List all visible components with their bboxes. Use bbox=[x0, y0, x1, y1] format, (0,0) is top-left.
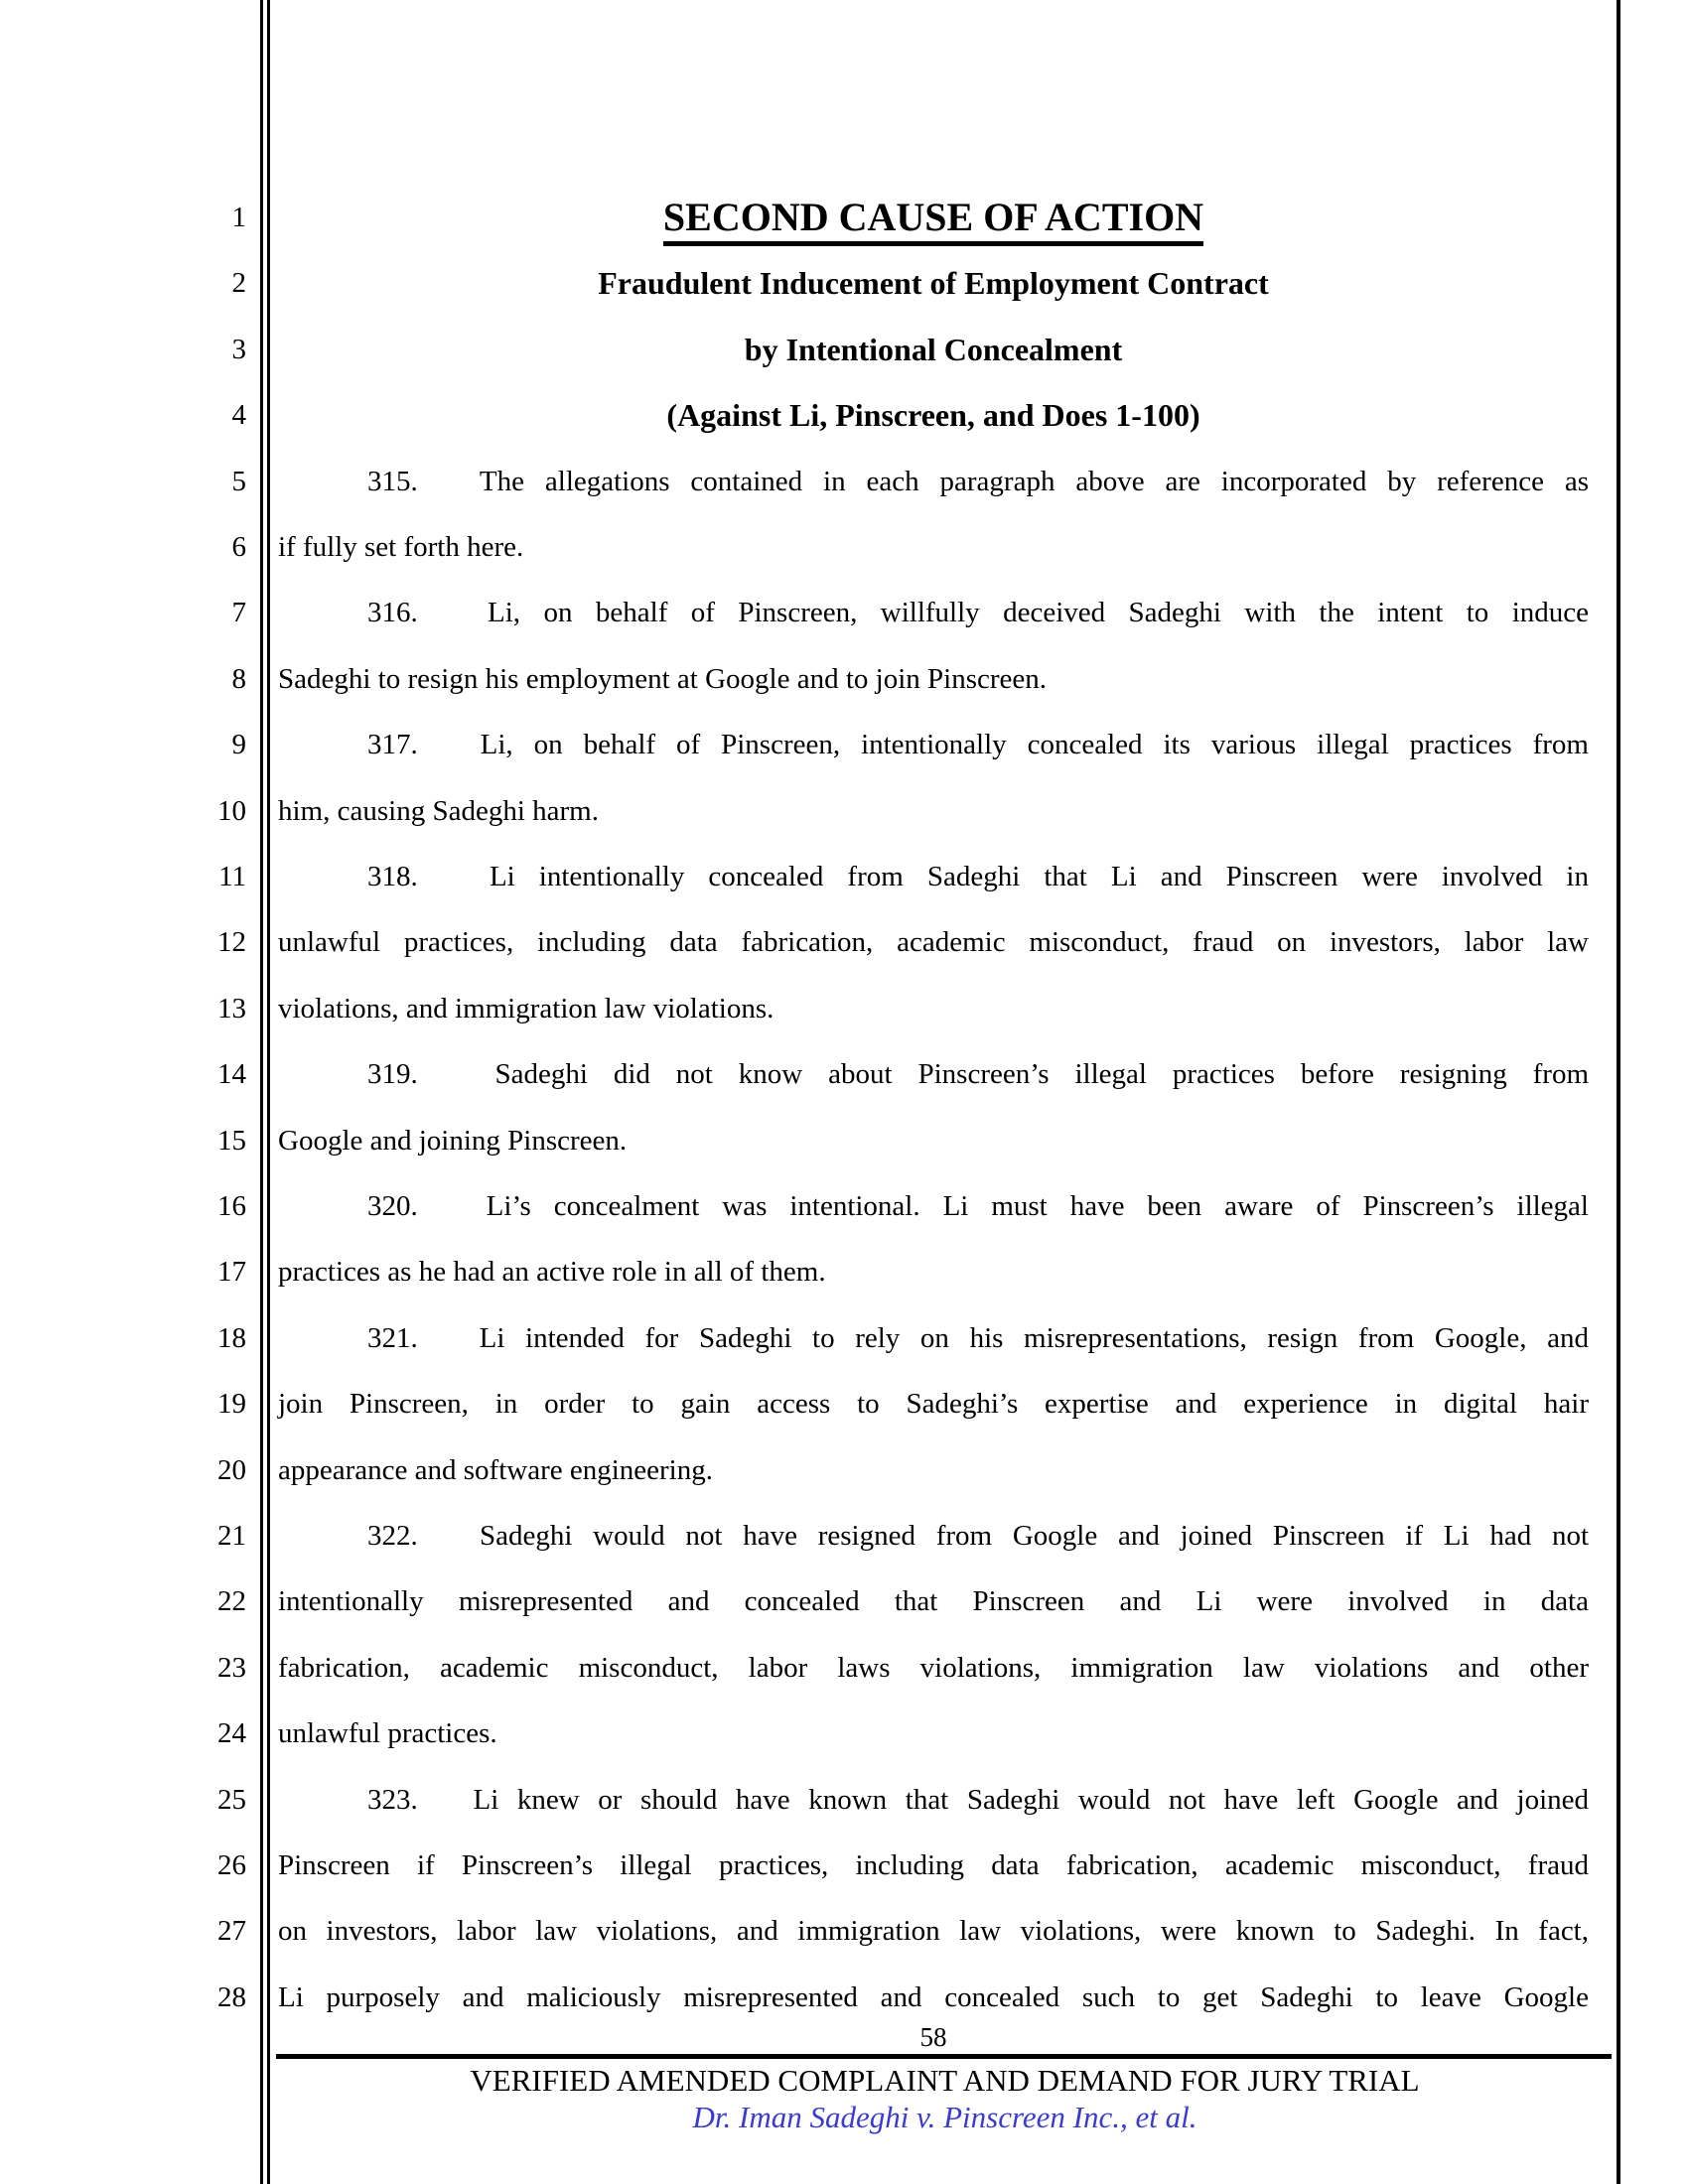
line-number: 7 bbox=[231, 597, 246, 629]
line-number: 28 bbox=[217, 1980, 246, 2013]
line-number: 6 bbox=[231, 531, 246, 563]
document-line: on investors, labor law violations, and immigration law violations, were known to Sadeghi. In fact, bbox=[278, 1915, 1589, 1948]
line-number: 10 bbox=[217, 794, 246, 827]
document-line: join Pinscreen, in order to gain access to Sadeghi’s expertise and experience in digital hair bbox=[278, 1388, 1589, 1421]
document-line: unlawful practices. bbox=[278, 1717, 497, 1750]
document-line: 321. Li intended for Sadeghi to rely on his misrepresentations, resign from Google, and bbox=[367, 1321, 1589, 1354]
document-line: 316. Li, on behalf of Pinscreen, willfully deceived Sadeghi with the intent to induce bbox=[367, 597, 1589, 629]
line-number: 4 bbox=[231, 399, 246, 432]
line-number: 25 bbox=[217, 1783, 246, 1816]
line-number: 22 bbox=[217, 1585, 246, 1618]
document-line: practices as he had an active role in all of them. bbox=[278, 1256, 826, 1289]
line-number: 23 bbox=[217, 1651, 246, 1684]
right-margin-rule bbox=[1617, 0, 1620, 2184]
document-line: 320. Li’s concealment was intentional. Li must have been aware of Pinscreen’s illegal bbox=[367, 1190, 1589, 1222]
document-line: fabrication, academic misconduct, labor laws violations, immigration law violations and other bbox=[278, 1651, 1589, 1684]
document-line: 319. Sadeghi did not know about Pinscreen’s illegal practices before resigning from bbox=[367, 1058, 1589, 1091]
document-line: by Intentional Concealment bbox=[744, 331, 1123, 367]
page-number: 58 bbox=[919, 2022, 947, 2052]
document-line: Pinscreen if Pinscreen’s illegal practices, including data fabrication, academic misconduct, fraud bbox=[278, 1849, 1589, 1881]
document-line: 317. Li, on behalf of Pinscreen, intentionally concealed its various illegal practices from bbox=[367, 729, 1589, 761]
document-line: 315. The allegations contained in each paragraph above are incorporated by reference as bbox=[367, 465, 1589, 497]
line-number: 21 bbox=[217, 1520, 246, 1552]
document-line: Li purposely and maliciously misrepresented and concealed such to get Sadeghi to leave Google bbox=[278, 1980, 1589, 2013]
line-number: 24 bbox=[217, 1717, 246, 1750]
line-number: 1 bbox=[231, 202, 246, 233]
footer-divider-rule bbox=[276, 2054, 1612, 2059]
line-number: 14 bbox=[217, 1058, 246, 1091]
line-number: 15 bbox=[217, 1124, 246, 1157]
document-line: SECOND CAUSE OF ACTION bbox=[278, 185, 1589, 250]
line-number: 5 bbox=[231, 465, 246, 497]
document-line: intentionally misrepresented and concealed that Pinscreen and Li were involved in data bbox=[278, 1585, 1589, 1618]
line-number: 12 bbox=[217, 926, 246, 959]
line-number: 3 bbox=[231, 333, 246, 365]
line-number: 27 bbox=[217, 1915, 246, 1948]
document-line: Google and joining Pinscreen. bbox=[278, 1124, 628, 1157]
line-number: 8 bbox=[231, 662, 246, 695]
document-line: 323. Li knew or should have known that Sadeghi would not have left Google and joined bbox=[367, 1783, 1589, 1816]
line-number: 18 bbox=[217, 1321, 246, 1354]
line-number: 13 bbox=[217, 992, 246, 1024]
document-line: violations, and immigration law violations. bbox=[278, 992, 774, 1024]
document-line: 318. Li intentionally concealed from Sadeghi that Li and Pinscreen were involved in bbox=[367, 861, 1589, 892]
footer-case-caption: Dr. Iman Sadeghi v. Pinscreen Inc., et al. bbox=[692, 2100, 1197, 2134]
document-line: unlawful practices, including data fabrication, academic misconduct, fraud on investors, labor law bbox=[278, 926, 1589, 959]
line-number: 16 bbox=[217, 1190, 246, 1222]
left-double-rule-outer bbox=[260, 0, 263, 2184]
document-line: (Against Li, Pinscreen, and Does 1-100) bbox=[666, 397, 1200, 434]
document-line: Sadeghi to resign his employment at Google and to join Pinscreen. bbox=[278, 662, 1048, 695]
document-line: Fraudulent Inducement of Employment Contract bbox=[598, 265, 1269, 302]
line-number: 20 bbox=[217, 1453, 246, 1486]
line-number: 11 bbox=[218, 861, 246, 892]
line-number: 9 bbox=[231, 729, 246, 761]
document-line: 322. Sadeghi would not have resigned from Google and joined Pinscreen if Li had not bbox=[367, 1520, 1589, 1552]
line-number: 2 bbox=[231, 267, 246, 300]
line-number: 19 bbox=[217, 1388, 246, 1421]
line-number: 26 bbox=[217, 1849, 246, 1881]
footer-document-title: VERIFIED AMENDED COMPLAINT AND DEMAND FOR JURY TRIAL bbox=[470, 2063, 1420, 2098]
document-line: if fully set forth here. bbox=[278, 531, 524, 563]
line-number: 17 bbox=[217, 1256, 246, 1289]
document-line: appearance and software engineering. bbox=[278, 1453, 713, 1486]
left-double-rule-inner bbox=[267, 0, 270, 2184]
document-line: him, causing Sadeghi harm. bbox=[278, 794, 599, 827]
